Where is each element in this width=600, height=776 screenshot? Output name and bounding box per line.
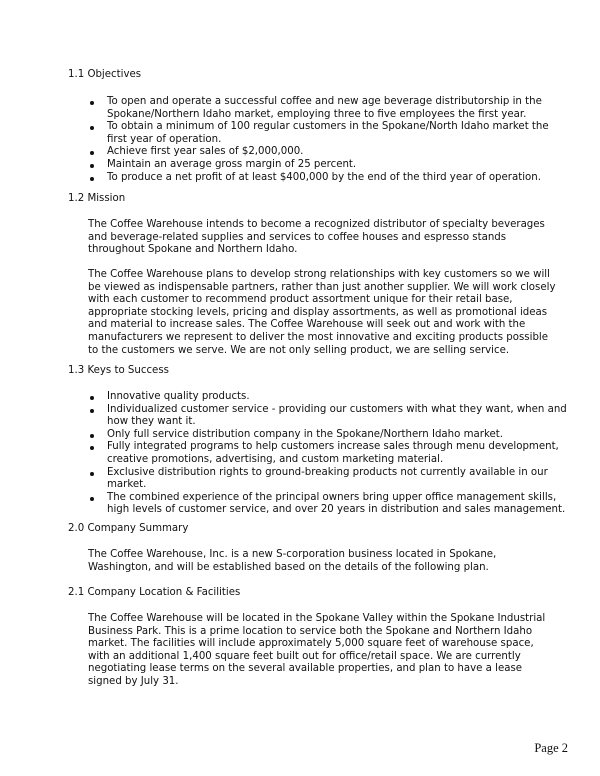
objectives-heading: 1.1 Objectives [68,69,142,80]
keys-list [88,391,568,517]
page-number: Page 2 [534,741,568,755]
mission-heading: 1.2 Mission [68,193,126,204]
location-heading: 2.1 Company Location & Facilities [68,587,241,598]
list-item: Fully integrated programs to help customers increase sales through menu development, creative promotions, advertising, and custom marketing material. [88,441,568,466]
keys-heading: 1.3 Keys to Success [68,365,169,376]
list-item: Achieve first year sales of $2,000,000. [88,146,568,159]
list-item: To produce a net profit of at least $400,000 by the end of the third year of operation. [88,172,568,185]
summary-paragraph: The Coffee Warehouse, Inc. is a new S-corporation business located in Spokane, Washington, and will be established based on the details of the following plan. [88,549,497,573]
mission-paragraph: The Coffee Warehouse plans to develop strong relationships with key customers so we will be viewed as indispensable partners, rather than just another supplier. We will work closely with each customer to recommend product assortment unique for their retail base, appropriate stocking levels, pricing and display assortments, as well as promotional ideas and material to increase sales. The Coffee Warehouse will seek out and work with the manufacturers we represent to deliver the most innovative and exciting products possible to the customers we serve. We are not only selling product, we are selling service. [88,269,556,356]
list-item: Individualized customer service - providing our customers with what they want, when and how they want it. [88,404,568,429]
list-item: The combined experience of the principal owners bring upper office management skills, high levels of customer service, and over 20 years in distribution and sales management. [88,492,568,517]
location-paragraph: The Coffee Warehouse will be located in the Spokane Valley within the Spokane Industrial Business Park. This is a prime location to service both the Spokane and Northern Idaho market. The facilities will include approximately 5,000 square feet of warehouse space, with an additional 1,400 square feet built out for office/retail space. We are currently negotiating lease terms on the several available properties, and plan to have a lease signed by July 31. [88,613,546,687]
objectives-list [88,96,568,184]
list-item: Only full service distribution company in the Spokane/Northern Idaho market. [88,429,568,442]
list-item: To obtain a minimum of 100 regular customers in the Spokane/North Idaho market the first year of operation. [88,121,568,146]
summary-heading: 2.0 Company Summary [68,523,189,534]
mission-paragraph: The Coffee Warehouse intends to become a recognized distributor of specialty beverages and beverage-related supplies and services to coffee houses and espresso stands throughout Spokane and Northern Idaho. [88,219,545,256]
list-item: Innovative quality products. [88,391,568,404]
list-item: Exclusive distribution rights to ground-breaking products not currently available in our market. [88,467,568,492]
list-item: To open and operate a successful coffee and new age beverage distributorship in the Spokane/Northern Idaho market, employing three to five employees the first year. [88,96,568,121]
list-item: Maintain an average gross margin of 25 percent. [88,159,568,172]
